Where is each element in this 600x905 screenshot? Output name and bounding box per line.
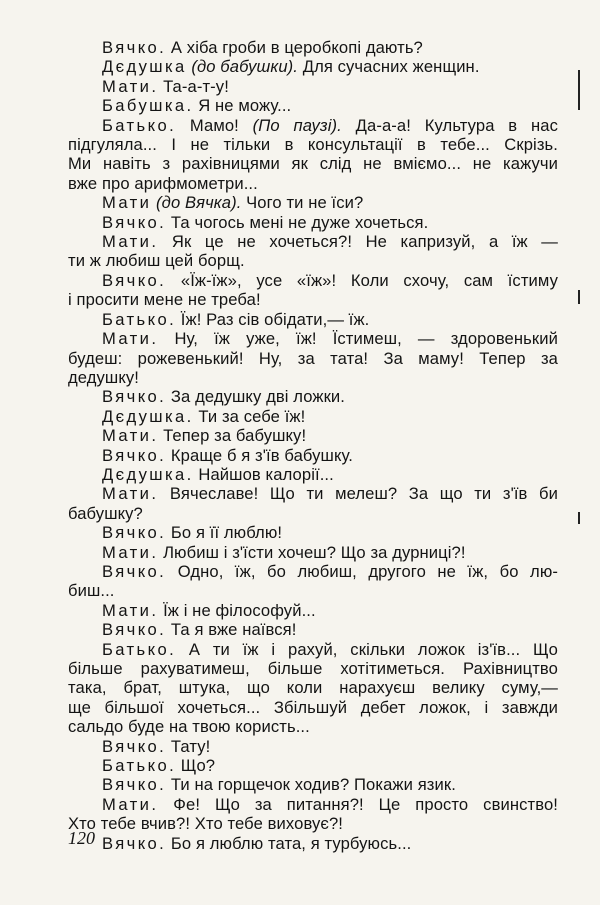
text-line — [68, 407, 558, 426]
speaker-name: Вячко. — [102, 523, 167, 543]
text-line — [68, 232, 558, 251]
line-text: Одно, їж, бо любиш, другого не їж, бо лю- — [166, 561, 558, 581]
speaker-name: Вячко. — [102, 620, 167, 640]
line-text: дедушку! — [68, 367, 139, 387]
line-text: Любиш і з'їсти хочеш? Що за дурниці?! — [158, 542, 466, 562]
page-number: 120 — [68, 828, 95, 848]
line-text: Та чогось мені не дуже хочеться. — [166, 212, 429, 232]
line-text: більше рахуватимеш, більше хотітиметься. Рахівництво — [68, 659, 558, 678]
text-line — [68, 795, 558, 814]
line-text: Та-а-т-у! — [158, 76, 229, 96]
line-text: Мамо! — [176, 115, 253, 135]
text-line — [68, 620, 558, 639]
text-line — [68, 310, 558, 329]
speaker-name: Вячко. — [102, 38, 167, 57]
text-line — [68, 135, 558, 154]
speaker-name: Вячко. — [102, 387, 167, 407]
line-text: А ти їж і рахуй, скільки ложок із'їв... Що — [176, 639, 558, 659]
speaker-name: Вячко. — [102, 833, 167, 853]
text-line — [68, 581, 558, 600]
text-line — [68, 775, 558, 794]
speaker-name: Мати. — [102, 600, 159, 620]
speaker-name: Вячко. — [102, 561, 167, 581]
text-line — [68, 174, 558, 193]
line-text: Тепер за бабушку! — [158, 426, 307, 446]
text-line — [68, 193, 558, 212]
text-line — [68, 834, 558, 853]
speaker-name: Бабушка. — [102, 96, 194, 116]
line-text: Чого ти не їси? — [241, 193, 364, 213]
text-line — [68, 504, 558, 523]
speaker-name: Мати. — [102, 484, 159, 504]
text-line — [68, 678, 558, 697]
text-line — [68, 717, 558, 736]
line-text: Ми навіть з рахівницями як слід не вміємо... не кажучи — [68, 154, 558, 174]
line-text: така, брат, штука, що коли нарахуєш велику суму,— — [68, 678, 558, 698]
speaker-name: Вячко. — [102, 736, 167, 756]
line-text: Як це не хочеться?! Не капризуй, а їж — — [158, 232, 558, 252]
speaker-name: Мати. — [102, 232, 159, 252]
text-line — [68, 543, 558, 562]
text-line — [68, 659, 558, 678]
line-text: Ну, їж уже, їж! Їстимеш, — здоровенький — [158, 329, 558, 349]
speaker-name: Вячко. — [102, 445, 167, 465]
text-line — [68, 387, 558, 406]
text-line — [68, 484, 558, 503]
line-text: Та я вже наївся! — [166, 620, 297, 640]
line-text: Ти за себе їж! — [193, 406, 306, 426]
line-text: Фе! Що за питання?! Це просто свинство! — [158, 794, 558, 814]
speaker-name: Мати. — [102, 76, 159, 96]
line-text: Для сучасних женщин. — [298, 57, 480, 77]
stage-direction: (до Вячка). — [151, 193, 242, 213]
line-text: Їж і не філософуй... — [158, 600, 316, 620]
text-line — [68, 251, 558, 270]
line-text: сальдо буде на твою користь... — [68, 717, 310, 737]
text-line — [68, 271, 558, 290]
text-line — [68, 77, 558, 96]
text-line — [68, 38, 558, 57]
line-text: Да-а-а! Культура в нас — [341, 115, 558, 135]
text-line — [68, 96, 558, 115]
speaker-name: Мати. — [102, 794, 159, 814]
text-line — [68, 814, 558, 833]
speaker-name: Батько. — [102, 115, 177, 135]
page-text — [68, 38, 558, 853]
stage-direction: (до бабушки). — [186, 57, 299, 77]
speaker-name: Мати — [102, 193, 152, 213]
text-line — [68, 426, 558, 445]
text-line — [68, 523, 558, 542]
speaker-name: Вячко. — [102, 212, 167, 232]
line-text: і просити мене не треба! — [68, 290, 261, 310]
line-text: вже про арифмометри... — [68, 173, 258, 193]
text-line — [68, 756, 558, 775]
line-text: Ти на горщечок ходив? Покажи язик. — [166, 775, 456, 795]
speaker-name: Батько. — [102, 309, 177, 329]
line-text: Тату! — [166, 736, 211, 756]
line-text: Хто тебе вчив?! Хто тебе виховує?! — [68, 814, 343, 834]
text-line — [68, 349, 558, 368]
speaker-name: Мати. — [102, 329, 159, 349]
line-text: Я не можу... — [193, 96, 292, 116]
line-text: бабушку? — [68, 503, 143, 523]
line-text: биш... — [68, 581, 115, 601]
stage-direction: (По паузі). — [252, 115, 342, 135]
margin-mark — [578, 290, 580, 304]
line-text: Бо я люблю тата, я турбуюсь... — [166, 833, 412, 853]
line-text: ще більшої хочеться... Збільшуй дебет ложок, і завжди — [68, 697, 558, 717]
speaker-name: Дєдушка. — [102, 464, 194, 484]
text-line — [68, 329, 558, 348]
speaker-name: Дєдушка. — [102, 406, 194, 426]
text-line — [68, 154, 558, 173]
text-line — [68, 640, 558, 659]
text-line — [68, 57, 558, 76]
margin-mark — [578, 512, 580, 524]
line-text: Вячеславе! Що ти мелеш? За що ти з'їв би — [158, 484, 558, 504]
text-line — [68, 601, 558, 620]
line-text: «Їж-їж», усе «їж»! Коли схочу, сам їстиму — [166, 270, 558, 290]
text-line — [68, 116, 558, 135]
line-text: Їж! Раз сів обідати,— їж. — [176, 309, 370, 329]
text-line — [68, 368, 558, 387]
text-line — [68, 465, 558, 484]
speaker-name: Мати. — [102, 542, 159, 562]
text-line — [68, 290, 558, 309]
line-text: Найшов калорії... — [193, 464, 334, 484]
line-text: За дедушку дві ложки. — [166, 387, 346, 407]
text-line — [68, 562, 558, 581]
text-line — [68, 213, 558, 232]
line-text: підгуляла... І не тільки в консультації в тебе... Скрізь. — [68, 135, 558, 155]
speaker-name: Вячко. — [102, 775, 167, 795]
speaker-name: Мати. — [102, 426, 159, 446]
line-text: будеш: рожевенький! Ну, за тата! За маму! Тепер за — [68, 348, 558, 368]
speaker-name: Батько. — [102, 756, 177, 776]
text-line — [68, 737, 558, 756]
text-line — [68, 446, 558, 465]
line-text: Що? — [176, 756, 216, 776]
speaker-name: Вячко. — [102, 270, 167, 290]
speaker-name: Батько. — [102, 639, 177, 659]
speaker-name: Дєдушка — [102, 57, 187, 77]
line-text: Бо я її люблю! — [166, 523, 283, 543]
line-text: Краще б я з'їв бабушку. — [166, 445, 353, 465]
line-text: А хіба гроби в церобкопі дають? — [166, 38, 423, 57]
text-line — [68, 698, 558, 717]
margin-mark — [578, 70, 580, 110]
line-text: ти ж любиш цей борщ. — [68, 251, 245, 271]
